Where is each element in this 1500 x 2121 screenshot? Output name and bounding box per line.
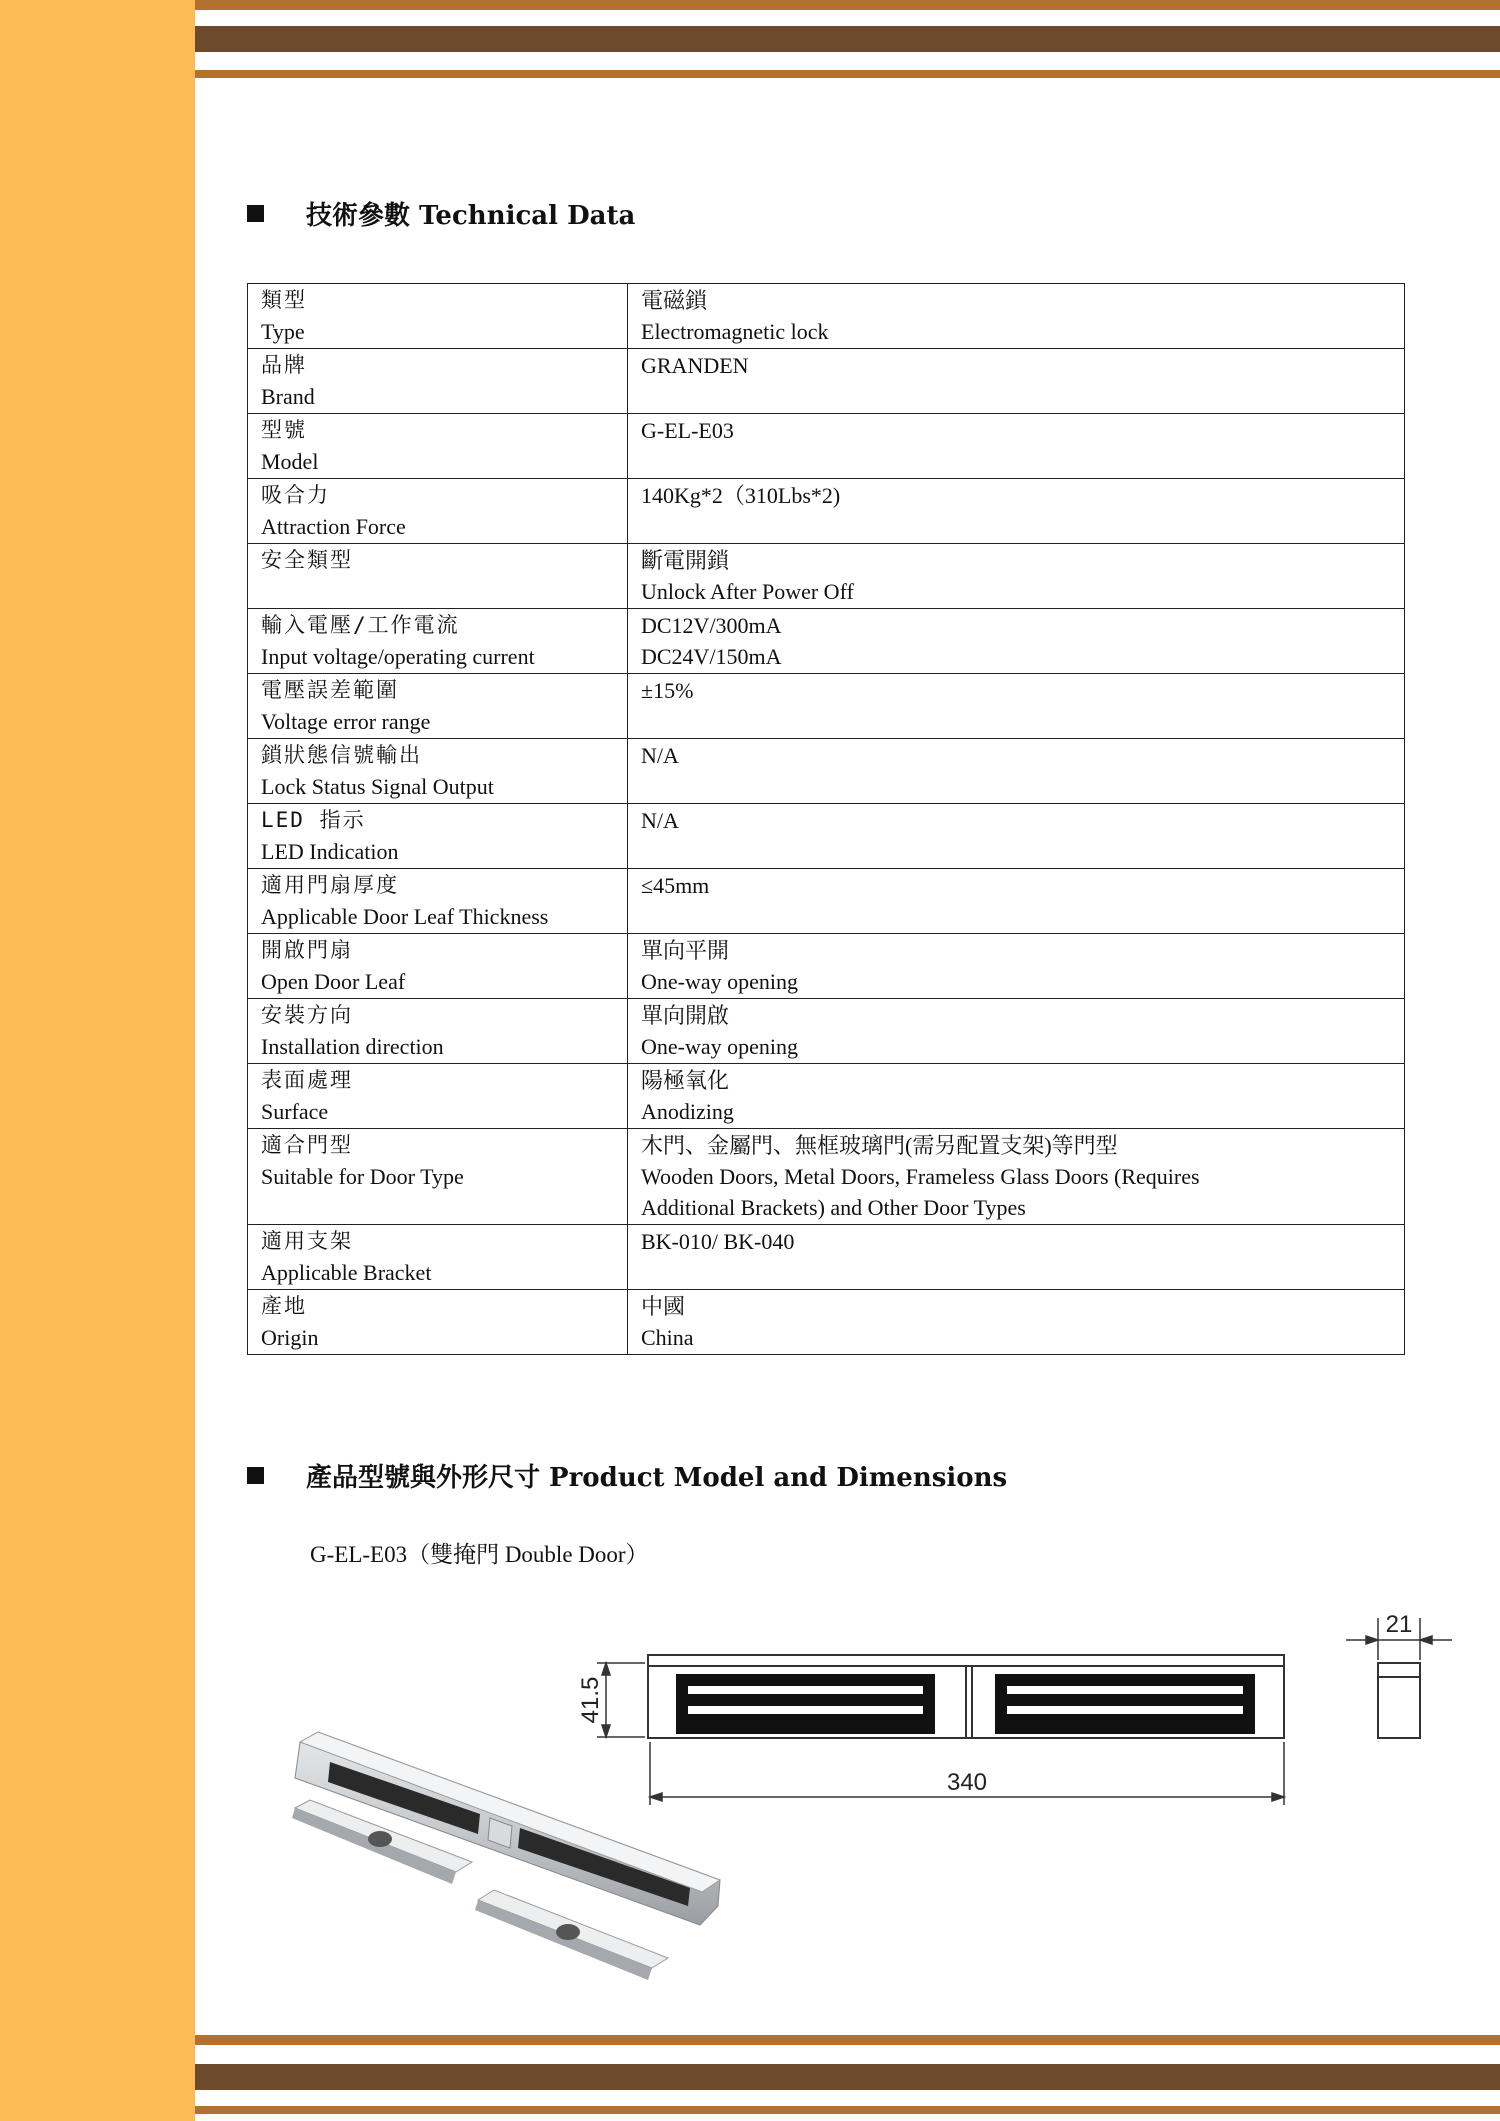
side-view-drawing xyxy=(1378,1663,1420,1738)
spec-label-zh: 產地 xyxy=(261,1294,307,1318)
spec-value: Unlock After Power Off xyxy=(641,579,854,604)
spec-value: 中國 xyxy=(641,1294,686,1319)
spec-label-en: Open Door Leaf xyxy=(261,969,406,994)
spec-value: One-way opening xyxy=(641,1034,799,1059)
height-dimension-line xyxy=(597,1663,645,1737)
footer-band-light xyxy=(195,2106,1500,2114)
spec-label-zh: 類型 xyxy=(261,288,307,312)
spec-label-en: Applicable Door Leaf Thickness xyxy=(261,904,549,929)
spec-value: DC12V/300mA xyxy=(641,613,782,638)
spec-label-zh: 適用門扇厚度 xyxy=(261,873,399,897)
spec-label-en: Surface xyxy=(261,1099,329,1124)
spec-label-en: LED Indication xyxy=(261,839,399,864)
spec-value: 電磁鎖 xyxy=(641,288,708,313)
spec-value: G-EL-E03 xyxy=(641,418,734,443)
spec-label-zh: LED 指示 xyxy=(261,808,366,832)
spec-label-en: Attraction Force xyxy=(261,514,406,539)
spec-value: 斷電開鎖 xyxy=(641,548,730,573)
spec-value: 單向開啟 xyxy=(641,1003,730,1028)
section-title-text: 技術參數 Technical Data xyxy=(306,201,636,231)
spec-label-en: Suitable for Door Type xyxy=(261,1164,464,1189)
spec-label-en: Model xyxy=(261,449,319,474)
spec-value: 木門、金屬門、無框玻璃門(需另配置支架)等門型 xyxy=(641,1133,1118,1158)
spec-value: One-way opening xyxy=(641,969,799,994)
spec-label-zh: 安全類型 xyxy=(261,548,353,572)
spec-label-zh: 表面處理 xyxy=(261,1068,353,1092)
spec-label-en: Lock Status Signal Output xyxy=(261,774,494,799)
spec-value: ±15% xyxy=(641,678,694,703)
height-dimension-value: 41.5 xyxy=(577,1676,604,1724)
spec-label-en: Applicable Bracket xyxy=(261,1260,432,1285)
spec-label-zh: 適用支架 xyxy=(261,1229,353,1253)
spec-label-en: Origin xyxy=(261,1325,319,1350)
magnet-coil-right xyxy=(995,1674,1255,1734)
spec-value: 140Kg*2（310Lbs*2) xyxy=(641,483,841,508)
spec-label-zh: 開啟門扇 xyxy=(261,938,353,962)
footer-band-thin xyxy=(195,2035,1500,2045)
spec-value: 陽極氧化 xyxy=(641,1068,730,1093)
footer-band-thick xyxy=(195,2064,1500,2090)
spec-value: N/A xyxy=(641,743,679,768)
spec-label-en: Brand xyxy=(261,384,315,409)
spec-value: Additional Brackets) and Other Door Types xyxy=(641,1195,1026,1220)
section-title-text: 產品型號與外形尺寸 Product Model and Dimensions xyxy=(306,1463,1008,1493)
spec-value: China xyxy=(641,1325,694,1350)
spec-value: 單向平開 xyxy=(641,938,730,963)
spec-label-zh: 電壓誤差範圍 xyxy=(261,678,399,702)
spec-value: GRANDEN xyxy=(641,353,749,378)
spec-label-zh: 鎖狀態信號輸出 xyxy=(261,743,422,767)
spec-label-en: Type xyxy=(261,319,305,344)
spec-value: DC24V/150mA xyxy=(641,644,782,669)
model-label: G-EL-E03（雙掩門 Double Door） xyxy=(310,1542,649,1567)
spec-label-zh: 適合門型 xyxy=(261,1133,353,1157)
spec-label-zh: 吸合力 xyxy=(261,483,330,507)
spec-label-en: Voltage error range xyxy=(261,709,431,734)
spec-label-zh: 型號 xyxy=(261,418,307,442)
width-dimension-value: 340 xyxy=(946,1769,988,1796)
spec-label-zh: 品牌 xyxy=(261,353,307,377)
depth-dimension-value: 21 xyxy=(1385,1611,1413,1638)
spec-value: ≤45mm xyxy=(641,873,710,898)
spec-value: BK-010/ BK-040 xyxy=(641,1229,795,1254)
spec-label-zh: 輸入電壓/工作電流 xyxy=(261,613,460,637)
spec-value: Anodizing xyxy=(641,1099,734,1124)
spec-label-zh: 安裝方向 xyxy=(261,1003,353,1027)
product-photo-illustration xyxy=(292,1732,720,1980)
spec-value: N/A xyxy=(641,808,679,833)
spec-value: Electromagnetic lock xyxy=(641,319,829,344)
spec-value: Wooden Doors, Metal Doors, Frameless Glass Doors (Requires xyxy=(641,1164,1200,1189)
spec-label-en: Input voltage/operating current xyxy=(261,644,535,669)
spec-label-en: Installation direction xyxy=(261,1034,444,1059)
magnet-coil-left xyxy=(676,1674,935,1734)
